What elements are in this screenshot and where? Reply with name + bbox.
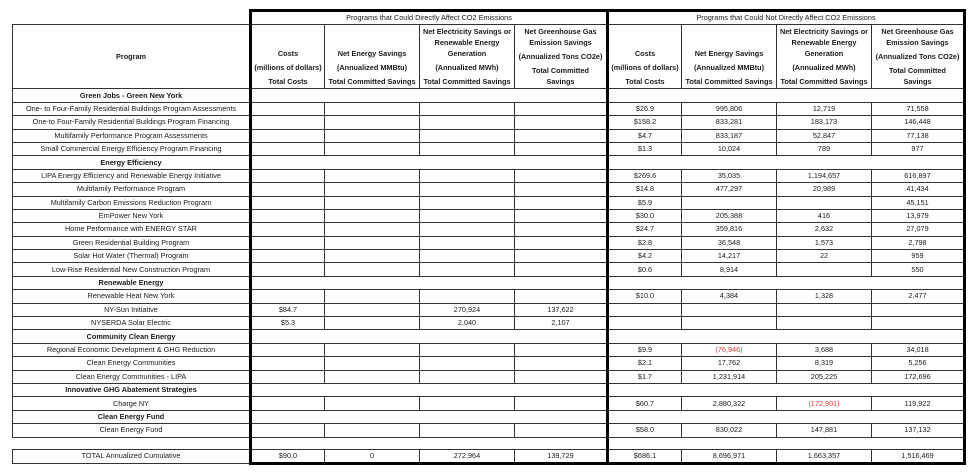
direct-value-cell [515, 290, 608, 303]
direct-value-cell [420, 209, 515, 222]
direct-value-cell [325, 142, 420, 155]
total-label: TOTAL Annualized Cumulative [13, 449, 251, 463]
section-spacer-indirect [608, 410, 965, 423]
header-line-l1: Costs [634, 49, 656, 59]
indirect-value-cell: 205,388 [682, 209, 777, 222]
indirect-value-cell: (172,901) [777, 397, 872, 410]
indirect-value-cell: 2,477 [872, 290, 965, 303]
direct-value-cell [515, 169, 608, 182]
section-spacer-direct [251, 89, 608, 102]
section-spacer-direct [251, 276, 608, 289]
section-title: Innovative GHG Abatement Strategies [13, 383, 251, 396]
direct-value-cell [325, 223, 420, 236]
header-line-l2: (millions of dollars) [254, 63, 322, 73]
section-row [13, 89, 965, 102]
blank-cell [13, 11, 251, 25]
table-row [13, 169, 965, 182]
indirect-value-cell: $10.0 [608, 290, 682, 303]
direct-total-cell: 272,964 [420, 449, 515, 463]
header-line-l3: Total Committed Savings [423, 77, 511, 87]
direct-value-cell [325, 263, 420, 276]
header-line-l1: Net Energy Savings [694, 49, 764, 59]
indirect-value-cell: 1,573 [777, 236, 872, 249]
indirect-value-cell: 17,762 [682, 357, 777, 370]
direct-value-cell [515, 397, 608, 410]
indirect-value-cell: $9.9 [608, 343, 682, 356]
indirect-cost-column-header [608, 25, 682, 89]
program-name: Multifamily Performance Program [13, 183, 251, 196]
direct-value-cell [251, 343, 325, 356]
direct-value-cell [325, 370, 420, 383]
header-line-l1: Net Greenhouse Gas Emission Savings [881, 27, 954, 48]
table-row [13, 250, 965, 263]
section-row [13, 276, 965, 289]
indirect-value-cell: $30.0 [608, 209, 682, 222]
direct-value-cell [251, 236, 325, 249]
header-line-l1: Costs [277, 49, 299, 59]
direct-value-cell [515, 102, 608, 115]
indirect-value-cell: 2,798 [872, 236, 965, 249]
header-line-l2: (Annualized Tons CO2e) [875, 52, 960, 62]
direct-value-cell [325, 209, 420, 222]
spacer-indirect [608, 437, 965, 449]
indirect-value-cell: 416 [777, 209, 872, 222]
direct-value-cell: 2,107 [515, 317, 608, 330]
section-row [13, 410, 965, 423]
direct-value-cell [420, 142, 515, 155]
indirect-value-cell: $60.7 [608, 397, 682, 410]
direct-value-cell [420, 370, 515, 383]
direct-value-cell [325, 183, 420, 196]
program-name: EmPower New York [13, 209, 251, 222]
column-header-row [13, 25, 965, 89]
header-line-l3: Total Committed Savings [328, 77, 416, 87]
indirect-value-cell: $24.7 [608, 223, 682, 236]
direct-value-cell [515, 183, 608, 196]
indirect-value-cell [682, 196, 777, 209]
table-row [13, 343, 965, 356]
indirect-value-cell: $269.6 [608, 169, 682, 182]
direct-value-cell [515, 129, 608, 142]
indirect-value-cell: 1,231,914 [682, 370, 777, 383]
indirect-value-cell: 34,018 [872, 343, 965, 356]
header-line-l3: Total Committed Savings [780, 77, 868, 87]
program-name: Regional Economic Development & GHG Reduction [13, 343, 251, 356]
indirect-value-cell: 77,138 [872, 129, 965, 142]
direct-value-cell: $5.3 [251, 317, 325, 330]
indirect-total-cell: $686.1 [608, 449, 682, 463]
indirect-value-cell: 1,328 [777, 290, 872, 303]
section-spacer-indirect [608, 156, 965, 169]
indirect-value-cell: 12,719 [777, 102, 872, 115]
indirect-total-cell: 1,516,469 [872, 449, 965, 463]
direct-electricity-column-header [420, 25, 515, 89]
direct-value-cell [515, 116, 608, 129]
indirect-energy-column-header [682, 25, 777, 89]
direct-value-cell [420, 169, 515, 182]
indirect-value-cell: 36,548 [682, 236, 777, 249]
program-name: Clean Energy Communities - LIPA [13, 370, 251, 383]
indirect-value-cell: 52,847 [777, 129, 872, 142]
direct-value-cell [325, 116, 420, 129]
total-row [13, 449, 965, 463]
direct-value-cell [515, 250, 608, 263]
indirect-value-cell: 146,448 [872, 116, 965, 129]
indirect-value-cell: 137,132 [872, 424, 965, 437]
direct-value-cell [420, 424, 515, 437]
indirect-value-cell: $4.2 [608, 250, 682, 263]
direct-value-cell [251, 183, 325, 196]
indirect-value-cell: 35,035 [682, 169, 777, 182]
group-direct-header: Programs that Could Directly Affect CO2 Emissions [251, 11, 608, 25]
program-name: NYSERDA Solar Electric [13, 317, 251, 330]
direct-value-cell: 2,040 [420, 317, 515, 330]
program-name: Charge NY [13, 397, 251, 410]
section-title: Community Clean Energy [13, 330, 251, 343]
header-line-l2: (Annualized MWh) [792, 63, 856, 73]
program-name: One- to Four-Family Residential Buildings Program Assessments [13, 102, 251, 115]
blank-cell [13, 437, 251, 449]
indirect-value-cell: 147,881 [777, 424, 872, 437]
group-indirect-header: Programs that Could Not Directly Affect CO2 Emissions [608, 11, 965, 25]
indirect-total-cell: 8,696,971 [682, 449, 777, 463]
direct-value-cell [251, 142, 325, 155]
indirect-value-cell: 22 [777, 250, 872, 263]
table-row [13, 183, 965, 196]
direct-value-cell [251, 102, 325, 115]
indirect-value-cell [682, 303, 777, 316]
indirect-value-cell [777, 196, 872, 209]
indirect-value-cell: 4,384 [682, 290, 777, 303]
header-line-l2: (millions of dollars) [611, 63, 679, 73]
indirect-value-cell: $158.2 [608, 116, 682, 129]
indirect-value-cell: 550 [872, 263, 965, 276]
indirect-value-cell: 789 [777, 142, 872, 155]
indirect-value-cell [608, 317, 682, 330]
direct-value-cell [515, 370, 608, 383]
indirect-value-cell: 2,880,322 [682, 397, 777, 410]
direct-value-cell [251, 169, 325, 182]
direct-value-cell [251, 223, 325, 236]
header-line-l3: Total Costs [625, 77, 665, 87]
section-spacer-direct [251, 156, 608, 169]
program-column-header: Program [13, 25, 251, 89]
direct-value-cell [251, 250, 325, 263]
section-spacer-direct [251, 383, 608, 396]
direct-energy-column-header [325, 25, 420, 89]
direct-value-cell [325, 250, 420, 263]
table-row [13, 303, 965, 316]
program-name: Low-Rise Residential New Construction Program [13, 263, 251, 276]
direct-ghg-column-header [515, 25, 608, 89]
indirect-value-cell [682, 317, 777, 330]
direct-cost-column-header [251, 25, 325, 89]
header-line-l1: Net Energy Savings [337, 49, 407, 59]
indirect-value-cell: $14.8 [608, 183, 682, 196]
direct-value-cell [251, 357, 325, 370]
table-row [13, 236, 965, 249]
direct-value-cell [251, 209, 325, 222]
indirect-value-cell: 71,558 [872, 102, 965, 115]
program-name: Multifamily Carbon Emissions Reduction Program [13, 196, 251, 209]
indirect-value-cell [608, 303, 682, 316]
indirect-value-cell: 13,979 [872, 209, 965, 222]
indirect-value-cell: 359,816 [682, 223, 777, 236]
indirect-value-cell: 8,914 [682, 263, 777, 276]
direct-value-cell [515, 357, 608, 370]
indirect-value-cell: $58.0 [608, 424, 682, 437]
direct-value-cell [515, 142, 608, 155]
direct-total-cell: $90.0 [251, 449, 325, 463]
spacer-direct [251, 437, 608, 449]
direct-value-cell [251, 370, 325, 383]
indirect-value-cell: 183,173 [777, 116, 872, 129]
direct-value-cell [325, 317, 420, 330]
program-name: Home Performance with ENERGY STAR [13, 223, 251, 236]
direct-value-cell [420, 263, 515, 276]
indirect-value-cell [777, 317, 872, 330]
header-line-l3: Total Committed Savings [685, 77, 773, 87]
header-line-l2: (Annualized Tons CO2e) [518, 52, 603, 62]
header-line-l1: Net Electricity Savings or Renewable Energy Generation [422, 27, 511, 59]
direct-value-cell [515, 236, 608, 249]
direct-value-cell [515, 424, 608, 437]
direct-value-cell [325, 169, 420, 182]
direct-value-cell [420, 223, 515, 236]
indirect-value-cell: $2.1 [608, 357, 682, 370]
direct-value-cell: 270,924 [420, 303, 515, 316]
indirect-value-cell: 172,696 [872, 370, 965, 383]
direct-total-cell: 0 [325, 449, 420, 463]
direct-value-cell [515, 196, 608, 209]
direct-value-cell [251, 290, 325, 303]
table-row [13, 263, 965, 276]
indirect-value-cell: 27,079 [872, 223, 965, 236]
direct-value-cell [325, 236, 420, 249]
direct-value-cell [420, 116, 515, 129]
program-name: Multifamily Performance Program Assessments [13, 129, 251, 142]
indirect-value-cell: 959 [872, 250, 965, 263]
direct-value-cell [420, 183, 515, 196]
section-row [13, 156, 965, 169]
indirect-value-cell: 119,922 [872, 397, 965, 410]
indirect-value-cell: $1.7 [608, 370, 682, 383]
co2-programs-table [12, 9, 966, 465]
section-title: Renewable Energy [13, 276, 251, 289]
header-line-l2: (Annualized MMBtu) [693, 63, 765, 73]
indirect-value-cell [777, 303, 872, 316]
direct-value-cell [251, 397, 325, 410]
indirect-value-cell: (76,946) [682, 343, 777, 356]
direct-value-cell [251, 129, 325, 142]
indirect-value-cell: 10,024 [682, 142, 777, 155]
table-row [13, 370, 965, 383]
table-row [13, 223, 965, 236]
header-line-l1: Net Greenhouse Gas Emission Savings [524, 27, 597, 48]
direct-value-cell [325, 303, 420, 316]
indirect-value-cell: 977 [872, 142, 965, 155]
indirect-value-cell: 205,225 [777, 370, 872, 383]
indirect-value-cell: $1.3 [608, 142, 682, 155]
direct-value-cell [420, 290, 515, 303]
section-row [13, 383, 965, 396]
direct-value-cell [325, 129, 420, 142]
direct-value-cell [420, 343, 515, 356]
direct-value-cell: 137,622 [515, 303, 608, 316]
direct-value-cell [325, 343, 420, 356]
program-name: LIPA Energy Efficiency and Renewable Energy Initiative [13, 169, 251, 182]
table-row [13, 290, 965, 303]
direct-value-cell [251, 196, 325, 209]
table-row [13, 424, 965, 437]
indirect-value-cell: 833,187 [682, 129, 777, 142]
direct-value-cell [515, 343, 608, 356]
group-header-row [13, 11, 965, 25]
indirect-value-cell: $26.9 [608, 102, 682, 115]
section-spacer-direct [251, 410, 608, 423]
section-row [13, 330, 965, 343]
direct-value-cell [251, 263, 325, 276]
direct-value-cell [251, 424, 325, 437]
table-row [13, 317, 965, 330]
header-line-l3: Total Committed Savings [888, 66, 947, 87]
indirect-ghg-column-header [872, 25, 965, 89]
indirect-value-cell: 20,989 [777, 183, 872, 196]
indirect-value-cell: 8,319 [777, 357, 872, 370]
direct-value-cell [420, 357, 515, 370]
section-title: Green Jobs - Green New York [13, 89, 251, 102]
indirect-value-cell: $4.7 [608, 129, 682, 142]
indirect-value-cell: 616,897 [872, 169, 965, 182]
table-row [13, 209, 965, 222]
table-row [13, 196, 965, 209]
direct-value-cell [325, 397, 420, 410]
program-name: One-to Four-Family Residential Buildings Program Financing [13, 116, 251, 129]
section-title: Clean Energy Fund [13, 410, 251, 423]
direct-value-cell [420, 102, 515, 115]
indirect-value-cell: 3,688 [777, 343, 872, 356]
indirect-value-cell: 1,194,657 [777, 169, 872, 182]
direct-value-cell [420, 236, 515, 249]
section-spacer-indirect [608, 383, 965, 396]
direct-value-cell [325, 357, 420, 370]
indirect-value-cell: $0.6 [608, 263, 682, 276]
indirect-total-cell: 1,663,357 [777, 449, 872, 463]
indirect-value-cell: 5,256 [872, 357, 965, 370]
indirect-value-cell: 830,022 [682, 424, 777, 437]
program-name: Renewable Heat New York [13, 290, 251, 303]
direct-value-cell [515, 263, 608, 276]
direct-value-cell [325, 102, 420, 115]
section-spacer-indirect [608, 89, 965, 102]
direct-value-cell [420, 250, 515, 263]
indirect-value-cell: 41,434 [872, 183, 965, 196]
section-title: Energy Efficiency [13, 156, 251, 169]
program-name: Small Commercial Energy Efficiency Program Financing [13, 142, 251, 155]
direct-total-cell: 139,729 [515, 449, 608, 463]
indirect-value-cell [872, 317, 965, 330]
direct-value-cell [420, 196, 515, 209]
program-name: Clean Energy Communities [13, 357, 251, 370]
table-row [13, 142, 965, 155]
indirect-value-cell: 2,632 [777, 223, 872, 236]
header-line-l3: Total Committed Savings [531, 66, 590, 87]
direct-value-cell [420, 129, 515, 142]
header-line-l3: Total Costs [268, 77, 308, 87]
indirect-value-cell: 14,217 [682, 250, 777, 263]
program-name: Green Residential Building Program [13, 236, 251, 249]
direct-value-cell [420, 397, 515, 410]
table-row [13, 102, 965, 115]
section-spacer-indirect [608, 330, 965, 343]
header-line-l2: (Annualized MMBtu) [336, 63, 408, 73]
indirect-value-cell: 45,151 [872, 196, 965, 209]
header-line-l2: (Annualized MWh) [435, 63, 499, 73]
direct-value-cell [325, 290, 420, 303]
program-name: Clean Energy Fund [13, 424, 251, 437]
table-row [13, 357, 965, 370]
program-name: NY-Sun Initiative [13, 303, 251, 316]
table-row [13, 397, 965, 410]
direct-value-cell: $84.7 [251, 303, 325, 316]
direct-value-cell [251, 116, 325, 129]
indirect-value-cell [777, 263, 872, 276]
indirect-value-cell: 477,297 [682, 183, 777, 196]
direct-value-cell [325, 424, 420, 437]
indirect-value-cell: 833,281 [682, 116, 777, 129]
table-row [13, 116, 965, 129]
indirect-value-cell: 995,806 [682, 102, 777, 115]
section-spacer-direct [251, 330, 608, 343]
indirect-value-cell [872, 303, 965, 316]
section-spacer-indirect [608, 276, 965, 289]
direct-value-cell [515, 209, 608, 222]
direct-value-cell [325, 196, 420, 209]
table-row [13, 129, 965, 142]
indirect-value-cell: $5.9 [608, 196, 682, 209]
indirect-value-cell: $2.8 [608, 236, 682, 249]
header-line-l1: Net Electricity Savings or Renewable Energy Generation [779, 27, 868, 59]
program-name: Solar Hot Water (Thermal) Program [13, 250, 251, 263]
spacer-row [13, 437, 965, 449]
direct-value-cell [515, 223, 608, 236]
indirect-electricity-column-header [777, 25, 872, 89]
